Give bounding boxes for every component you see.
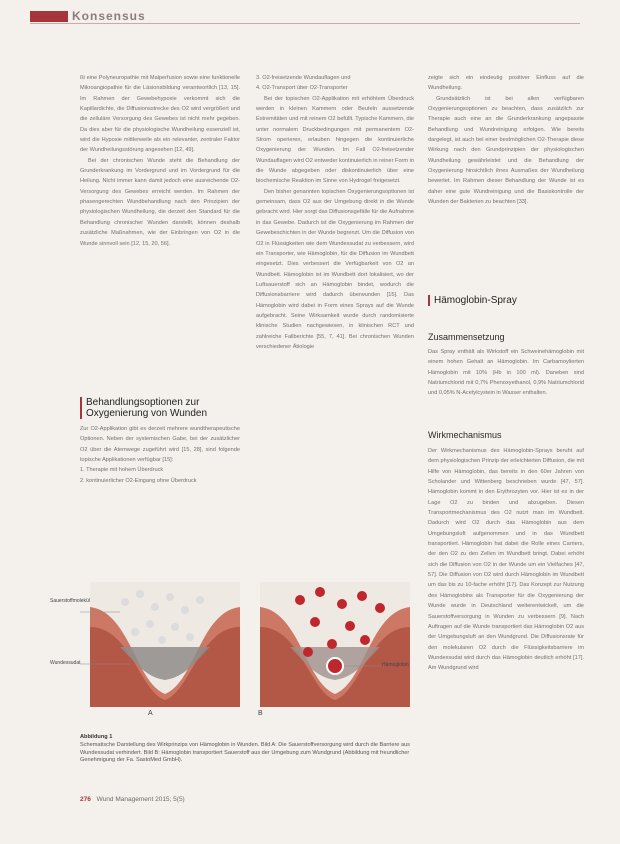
subheading-zusammensetzung: Zusammensetzung bbox=[428, 332, 505, 342]
paragraph: Bei der chronischen Wunde steht die Behandlung der Grunderkrankung im Vordergrund und im Vordergrund für die Heilung. Nicht immer kann damit jedoch eine ausreichende O2-Versorgung des Gewebes erreicht werden. Im Rahmen der phasengerechten Wundbehandlung nach den Prinzipien der physiologischen Wundheilung, die derzeit den Standard für die Behandlung chronischer Wunden darstellt, können deshalb zusätzliche Maßnahmen, wie der Einbringen von O2 in die Wunde sinnvoll sein [12, 15, 20, 56]. bbox=[80, 157, 240, 247]
panel-a-illustration bbox=[90, 582, 240, 707]
section-heading-behandlungsoptionen: Behandlungsoptionen zur Oxygenierung von Wunden bbox=[80, 397, 236, 419]
label-exudate: Wundexsudat bbox=[50, 660, 81, 666]
panel-a-label: A bbox=[148, 710, 153, 717]
header-badge bbox=[30, 11, 68, 22]
list-item: 1. Therapie mit hohem Überdruck bbox=[80, 467, 164, 474]
caption-text: Schematische Darstellung des Wirkprinzips von Hämoglobin in Wunden. Bild A: Die Sauerstoffversorgung wird durch die Barriere aus Wundexsudat verhindert. Bild B: Hämoglobin transportiert Sauerstoff aus der Umgebung zum Wundgrund (Abbildung mit freundlicher Genehmigung der Fa. SastoMed GmbH). bbox=[80, 741, 410, 764]
paragraph: Den bisher genannten topischen Oxygenierungsoptionen ist gemeinsam, dass O2 aus der Umgebung direkt in die Wunde gebracht wird. Hier sorgt das Diffusionsgefälle für die Aufnahme in das Gewebe. Dadurch ist die Oxygenierung im Rahmen der Gewebeschichten in der Wunde begrenzt. Um die Diffusion von O2 in Flüssigkeiten wie dem Wundexsudat zu verbessern, wird ein Transporter, wie Hämoglobin, für die Diffusion im Wundbett eingesetzt. Dies verbessert die Verfügbarkeit von O2 an Wundbett. Hämoglobin ist im Wundbett dort lokalisiert, wo der Luftsauerstoff sich an Hämoglobin bindet, wodurch die Diffusionsbarriere wird dadurch überwunden [15]. Das Hämoglobin wird dabei in Form eines Sprays auf die Wunde aufgebracht. Seine Wirksamkeit wurde durch randomisierte klinische Studien nachgewiesen, in klinischen RCT und zahlreiche Fallberichte [55, 7, 41]. Bei chronischen Wunden verschiedener Ätiologie bbox=[256, 188, 414, 350]
wirkmechanismus-text bbox=[428, 446, 584, 674]
panel-b-label: B bbox=[258, 710, 263, 717]
list-item: 3. O2-freisetzende Wundauflagen und bbox=[256, 75, 351, 81]
zusammensetzung-text bbox=[428, 347, 584, 399]
column-1-text-b bbox=[80, 424, 240, 486]
paragraph: Grundsätzlich ist bei allen verfügbaren Oxygenierungsoptionen zu beachten, dass zusätzlich zur Therapie auch eine an die Grunderkrankung angepasste Behandlung und Wundreinigung erfolgen. Wie bereits dargelegt, ist auch bei einer bestmöglichen O2-Therapie diese Wirkung nach den Grundprinzipien der physiologischen Wundheilung gewährleistet und die Behandlung der Oxygenierung hinsichtlich ihres Ausmaßes der Wundheilung bewertet. Im Rahmen dieser Behandlung der Wunde ist es daher eine gute Wundreinigung und die Basiskontrolle der Wunden der Bakterien zu beachten [33]. bbox=[428, 95, 584, 206]
subheading-wirkmechanismus: Wirkmechanismus bbox=[428, 430, 502, 440]
list-item: 4. O2-Transport über O2-Transporter bbox=[256, 85, 348, 92]
list-item: 2. kontinuierlicher O2-Eingang ohne Überdruck bbox=[80, 477, 197, 484]
label-oxygen: Sauerstoffmolekül bbox=[50, 598, 90, 604]
paragraph: ßt eine Polyneuropathie mit Malperfusion sowie eine funktionelle Mikroangiopathie für die Läsionsbildung verantwortlich [13, 15]. Im Rahmen der Gewebehypoxie verkommt sich die Kapillardichte, die Diffusionsstrecke des O2 wird vergrößert und die zelluläre Versorgung des Gewebes ist nicht mehr gegeben. Da dies aber für die physiologische Wundheilung essenziell ist, wird die Hypoxie mittlerweile als ein relevanter, zentraler Faktor der Wundheilungsstörung angesehen [12, 49]. bbox=[80, 75, 240, 154]
column-3-text bbox=[428, 73, 584, 207]
label-hemoglobin: Hämoglobin bbox=[382, 662, 409, 668]
section-header: Konsensus bbox=[72, 9, 146, 23]
section-heading-haemoglobin-spray: Hämoglobin-Spray bbox=[428, 295, 584, 306]
page-number: 276 bbox=[80, 796, 91, 803]
paragraph: Der Wirkmechanismus des Hämoglobin-Sprays beruht auf dem physiologischen Prinzip der erleichterten Diffusion, die mit Hilfe von Hämoglobin, das bereits in den 60er Jahren von Scholander und Wittenberg beschrieben wurde [47, 57]. Hämoglobin kommt in den Erythrozyten vor. Hier ist es in der Lage O2 zu binden und abzugeben. Diesen Transportmechanismus des O2 nutzt man im Wundbett. Dadurch wird O2 durch das Hämoglobin aus dem Umgebungsluft aufgenommen und in das Wundbett transportiert. Hämoglobin hat dabei die Rolle eines Carriers, der den O2 zu den Zellen im Wundbett bringt. Dabei erhöht sich die Diffusion von O2 in der Wunde um ein Vielfaches [47, 57]. Die Diffusion von O2 wird durch Hämoglobin im Wundbett um das bis zu 10-fache erhöht [17]. Das Konzept zur Nutzung des Hämoglobins als Transporter für die Oxygenierung der Wunde wurde in Deutschland weiterentwickelt, um die Sauerstoffversorgung in Wunden zu verbessern [9]. Nach Auftragen auf die Wunde transportiert das Hämoglobin O2 aus der Umgebungsluft an den Wundgrund. Die Diffusionsrate für den molekularen O2 durch die Flüssigkeitsbarriere im Wundexsudat wird durch das Hämoglobin deutlich erhöht [17]. Am Wundgrund wird bbox=[428, 448, 584, 672]
page-footer bbox=[80, 796, 185, 803]
journal-name: Wund Management 2015; 5(5) bbox=[96, 796, 185, 803]
paragraph: Bei der topischen O2-Applikation mit erhöhtem Überdruck werden in kleinen Kammern oder Beuteln aussetzende Extremitäten und mit reinem O2 befüllt. Typische Kammern, die unter normalem Druckbedingungen mit permanentem O2-Strom operieren, erlauben hingegen die kontinuierliche Oxygenierung der Wunden. Im Fall O2-freisetzender Wundauflagen wird O2 entweder kontinuierlich in reiner Form in die Wunde abgegeben oder diskontinuierlich über eine biochemische Reaktion im Sinne von Hydrogel freigesetzt. bbox=[256, 95, 414, 185]
paragraph: Das Spray enthält als Wirkstoff ein Schweinehämoglobin mit einem hohen Gehalt an Hämoglobin. Im Carbamoylierten Hämoglobin mit 10% (Hb in 100 ml). Daneben sind Natriumchlorid mit 0,7% Phenoxyethanol, 0,9% Natriumchlorid und 0,05% N-Acetylcystein in Wasser enthalten. bbox=[428, 349, 584, 397]
column-1-text bbox=[80, 73, 240, 249]
caption-title: Abbildung 1 bbox=[80, 734, 113, 740]
paragraph: Zur O2-Applikation gibt es derzeit mehrere wundtherapeutische Optionen. Neben der systemischen Gabe, bei der zusätzlicher O2 über die Atemwege zugeführt wird [15, 28], sind folgende topische Applikationen verfügbar [15]: bbox=[80, 426, 240, 464]
paragraph: zeigte sich ein eindeutig positiver Einfluss auf die Wundheilung. bbox=[428, 75, 584, 92]
figure-illustration bbox=[80, 582, 410, 722]
column-2-text bbox=[256, 73, 414, 352]
panel-b-illustration bbox=[260, 582, 410, 707]
figure-caption bbox=[80, 734, 410, 765]
figure-1 bbox=[50, 582, 410, 722]
